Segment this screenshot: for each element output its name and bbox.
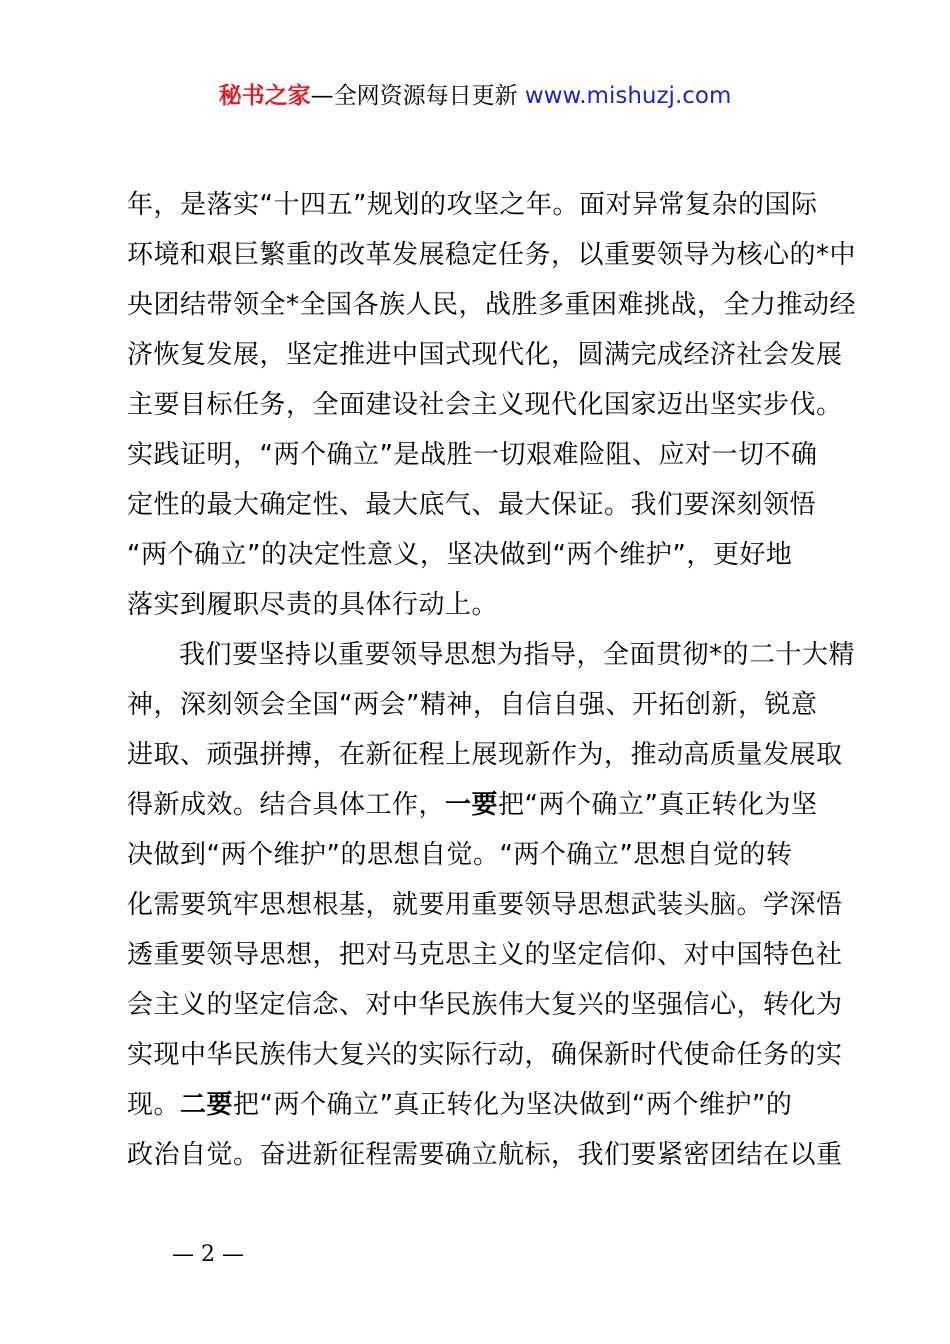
text-segment: 现。 [127,1090,181,1120]
text-line [127,1080,832,1130]
text-line: 实践证明，“两个确立”是战胜一切艰难险阻、应对一切不确 [127,440,818,470]
text-line: 化需要筑牢思想根基，就要用重要领导思想武装头脑。学深悟 [127,890,843,920]
text-line: 年，是落实“十四五”规划的攻坚之年。面对异常复杂的国际 [127,190,818,220]
text-segment: 把“两个确立”真正转化为坚 [498,790,818,820]
text-line [127,780,832,830]
text-line: 落实到履职尽责的具体行动上。 [127,590,499,620]
point-marker-two: 二要 [180,1090,234,1120]
site-url-link[interactable]: www.mishuzj.com [524,83,732,109]
page-number: — 2 — [172,1242,244,1267]
text-segment: 得新成效。结合具体工作， [127,790,446,820]
text-line: 透重要领导思想，把对马克思主义的坚定信仰、对中国特色社 [127,940,843,970]
text-line: 会主义的坚定信念、对中华民族伟大复兴的坚强信心，转化为 [127,990,843,1020]
text-line: 进取、顽强拼搏，在新征程上展现新作为，推动高质量发展取 [127,740,843,770]
header-slogan: —全网资源每日更新 [310,83,518,109]
text-line: 定性的最大确定性、最大底气、最大保证。我们要深刻领悟 [127,490,817,520]
text-line: 主要目标任务，全面建设社会主义现代化国家迈出坚实步伐。 [127,390,843,420]
text-line: 神，深刻领会全国“两会”精神，自信自强、开拓创新，锐意 [127,690,818,720]
text-line: 政治自觉。奋进新征程需要确立航标，我们要紧密团结在以重 [127,1140,843,1170]
text-line: 济恢复发展，坚定推进中国式现代化，圆满完成经济社会发展 [127,340,843,370]
paragraph-first-line: 我们要坚持以重要领导思想为指导，全面贯彻*的二十大精 [179,640,856,670]
brand-name: 秘书之家 [218,83,311,109]
site-header [0,80,950,112]
text-segment: 把“两个确立”真正转化为坚决做到“两个维护”的 [233,1090,793,1120]
point-marker-one: 一要 [445,790,499,820]
document-body [127,180,857,1180]
text-line: “两个确立”的决定性意义，坚决做到“两个维护”，更好地 [127,540,793,570]
text-line: 决做到“两个维护”的思想自觉。“两个确立”思想自觉的转 [127,840,793,870]
text-line: 央团结带领全*全国各族人民，战胜多重困难挑战，全力推动经 [127,290,857,320]
text-line: 实现中华民族伟大复兴的实际行动，确保新时代使命任务的实 [127,1040,843,1070]
text-line: 环境和艰巨繁重的改革发展稳定任务，以重要领导为核心的*中 [127,240,857,270]
